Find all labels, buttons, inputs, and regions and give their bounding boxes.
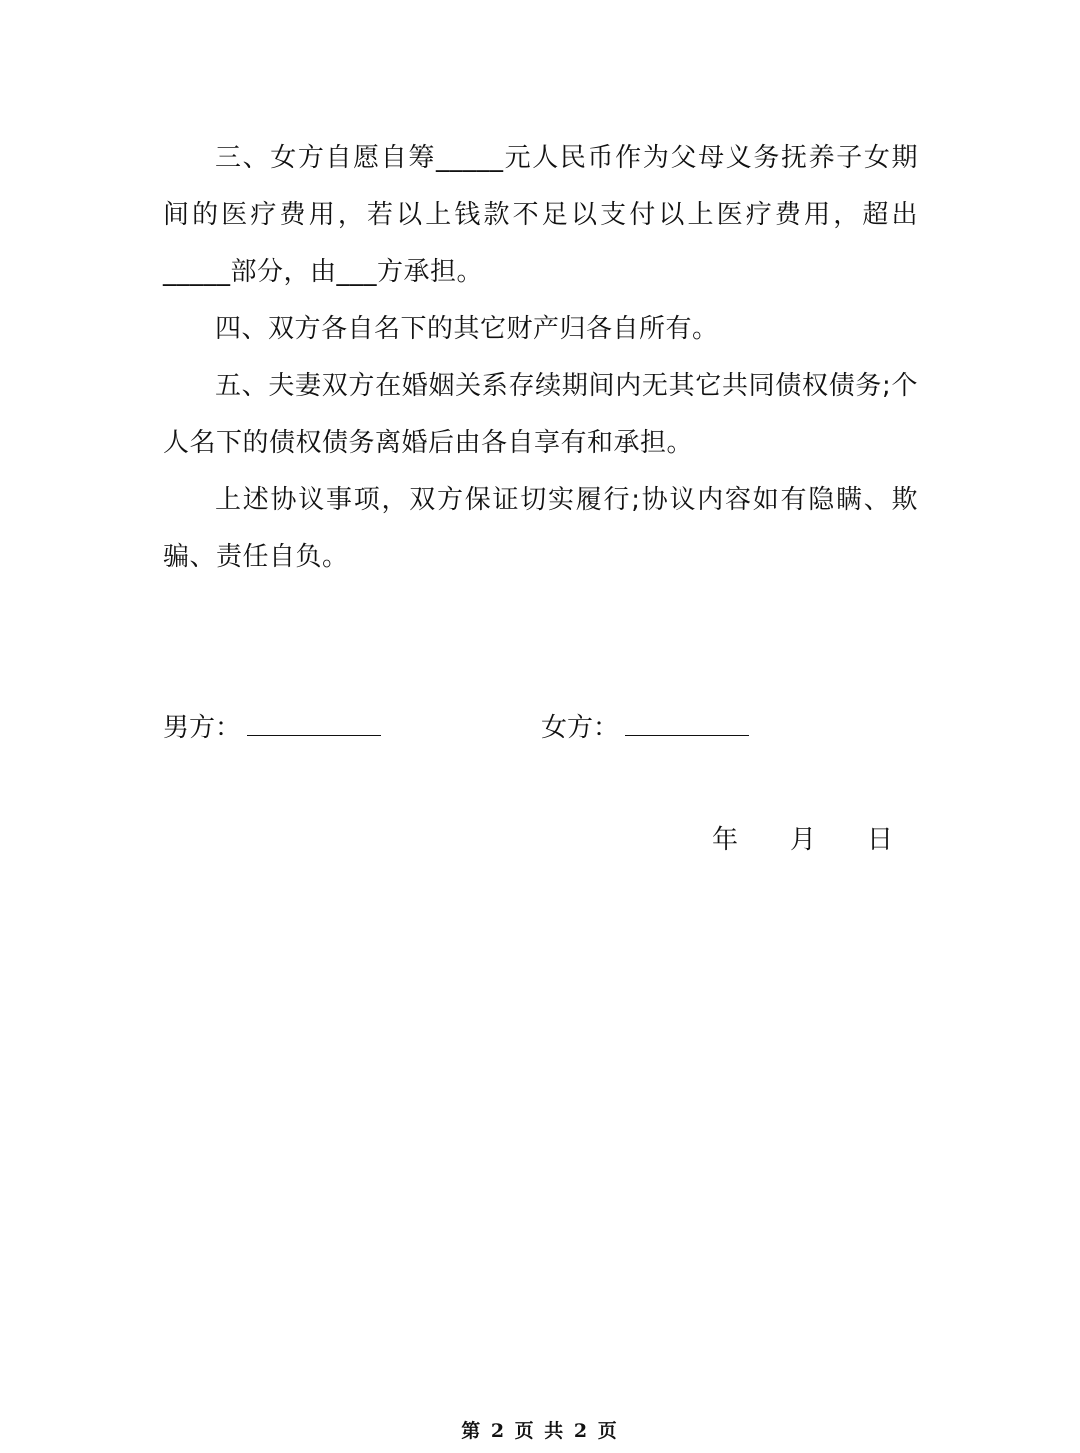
date-row — [712, 816, 912, 864]
female-signature-label: 女方： — [541, 713, 620, 743]
clause-five: 五、夫妻双方在婚姻关系存续期间内无其它共同债权债务;个人名下的债权债务离婚后由各自享有和承担。 — [163, 371, 918, 458]
clause-four: 四、双方各自名下的其它财产归各自所有。 — [215, 314, 719, 344]
male-signature-line — [247, 711, 381, 736]
signature-row — [163, 704, 918, 752]
agreement-body — [163, 130, 918, 586]
date-month: 月 — [790, 825, 817, 855]
female-signature — [541, 704, 749, 752]
clause-three: 三、女方自愿自筹_____元人民币作为父母义务抚养子女期间的医疗费用，若以上钱款不足以支付以上医疗费用，超出_____部分，由___方承担。 — [163, 143, 918, 287]
date-day: 日 — [867, 825, 894, 855]
closing-statement: 上述协议事项，双方保证切实履行;协议内容如有隐瞒、欺骗、责任自负。 — [163, 485, 918, 572]
male-signature-label: 男方： — [163, 713, 242, 743]
page-footer: 第 2 页 共 2 页 — [461, 1420, 619, 1442]
female-signature-line — [625, 711, 749, 736]
date-year: 年 — [712, 825, 739, 855]
male-signature — [163, 704, 381, 752]
